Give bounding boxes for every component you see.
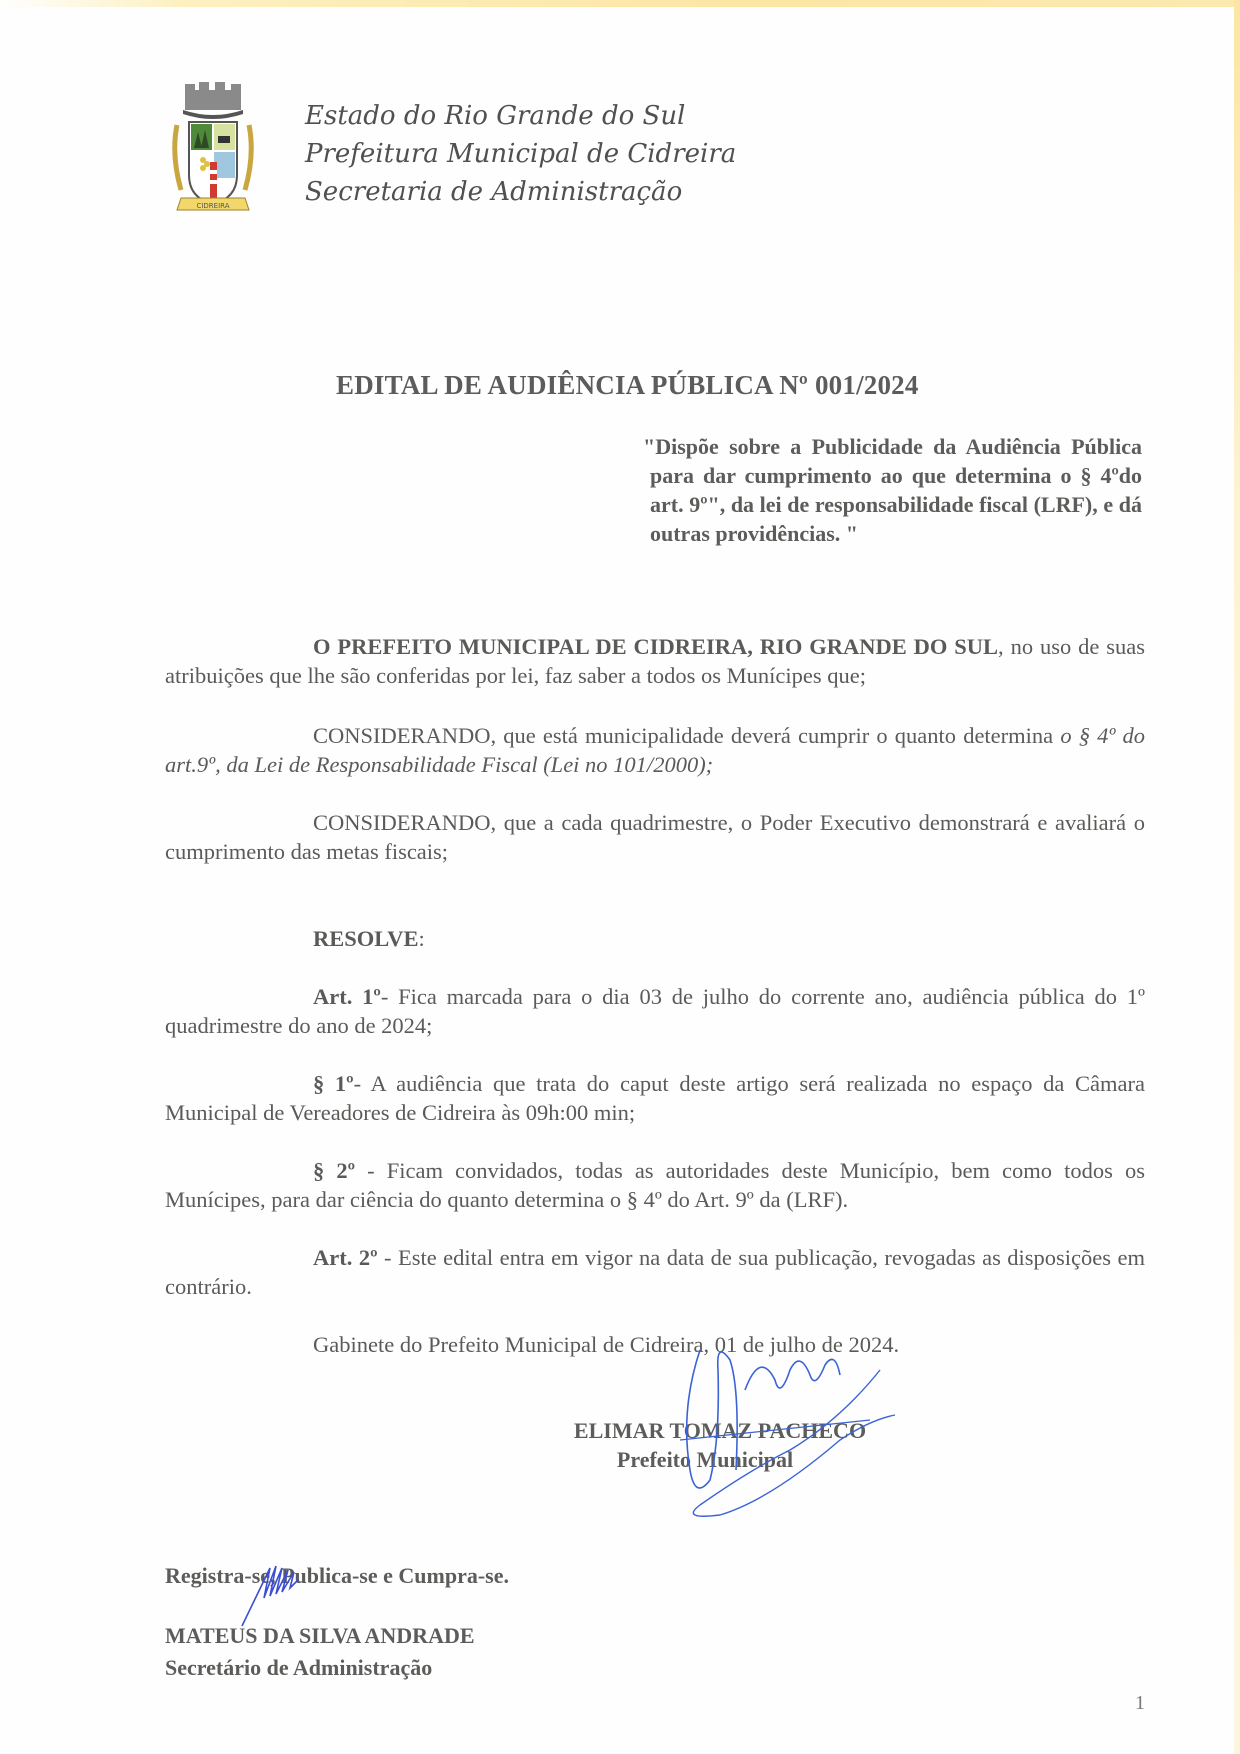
registration-line: Registra-se, Publica-se e Cumpra-se. bbox=[165, 1563, 509, 1588]
considerando-1-citation: o § 4º do art.9º, da Lei de Responsabilidade Fiscal (Lei no 101/2000); bbox=[165, 723, 1145, 777]
document-title: EDITAL DE AUDIÊNCIA PÚBLICA Nº 001/2024 bbox=[336, 370, 919, 400]
paragraph-1-label: § 1º bbox=[313, 1071, 354, 1096]
considerando-2 bbox=[165, 808, 1145, 866]
preamble-paragraph bbox=[165, 632, 1145, 690]
secretary-role: Secretário de Administração bbox=[165, 1655, 433, 1680]
considerando-2-text: CONSIDERANDO, que a cada quadrimestre, o Poder Executivo demonstrará e avaliará o cumprimento das metas fiscais; bbox=[165, 810, 1145, 864]
resolve-heading bbox=[165, 924, 1145, 953]
resolve-label: RESOLVE bbox=[313, 926, 419, 951]
paragraph-1 bbox=[165, 1069, 1145, 1127]
paragraph-2-text: - Ficam convidados, todas as autoridades deste Município, bem como todos os Munícipes, para dar ciência do quanto determina o § 4º do Art. 9º da (LRF). bbox=[165, 1158, 1145, 1212]
mayor-signature-block bbox=[520, 1416, 920, 1474]
considerando-1 bbox=[165, 721, 1145, 779]
letterhead bbox=[305, 97, 736, 211]
coat-of-arms-icon bbox=[163, 80, 263, 220]
letterhead-state: Estado do Rio Grande do Sul bbox=[305, 101, 686, 131]
considerando-1-text: CONSIDERANDO, que está municipalidade deverá cumprir o quanto determina bbox=[313, 723, 1061, 748]
closing-text: Gabinete do Prefeito Municipal de Cidreira, 01 de julho de 2024. bbox=[313, 1332, 900, 1357]
mayor-name: ELIMAR TOMAZ PACHECO bbox=[573, 1418, 867, 1443]
scan-edge-right bbox=[1234, 0, 1240, 1754]
mayor-role: Prefeito Municipal bbox=[616, 1447, 794, 1472]
secretary-block bbox=[165, 1560, 509, 1684]
letterhead-prefecture: Prefeitura Municipal de Cidreira bbox=[305, 139, 737, 169]
preamble-authority: O PREFEITO MUNICIPAL DE CIDREIRA, RIO GRANDE DO SUL bbox=[313, 634, 999, 659]
article-2 bbox=[165, 1243, 1145, 1301]
article-1-label: Art. 1º bbox=[313, 984, 381, 1009]
svg-text:CIDREIRA: CIDREIRA bbox=[196, 202, 230, 210]
ementa: "Dispõe sobre a Publicidade da Audiência Pública para dar cumprimento ao que determina o § 4ºdo art. 9º", da lei de responsabilidade fiscal (LRF), e dá outras providências. " bbox=[643, 434, 1142, 546]
letterhead-secretariat: Secretaria de Administração bbox=[305, 177, 683, 207]
closing-line bbox=[165, 1330, 1145, 1359]
paragraph-2 bbox=[165, 1156, 1145, 1214]
article-2-label: Art. 2º bbox=[313, 1245, 378, 1270]
article-1-text: - Fica marcada para o dia 03 de julho do corrente ano, audiência pública do 1º quadrimestre do ano de 2024; bbox=[165, 984, 1146, 1038]
preamble-text: , no uso de suas atribuições que lhe são conferidas por lei, faz saber a todos os Munícipes que; bbox=[165, 634, 1145, 688]
page-number: 1 bbox=[1135, 1692, 1145, 1714]
article-1 bbox=[165, 982, 1145, 1040]
resolve-colon: : bbox=[418, 926, 425, 951]
scan-edge-top bbox=[0, 0, 1240, 7]
article-2-text: - Este edital entra em vigor na data de sua publicação, revogadas as disposições em contrário. bbox=[165, 1245, 1146, 1299]
paragraph-1-text: - A audiência que trata do caput deste artigo será realizada no espaço da Câmara Municipal de Vereadores de Cidreira às 09h:00 min; bbox=[165, 1071, 1145, 1125]
paragraph-2-label: § 2º bbox=[313, 1158, 356, 1183]
secretary-name: MATEUS DA SILVA ANDRADE bbox=[165, 1623, 475, 1648]
